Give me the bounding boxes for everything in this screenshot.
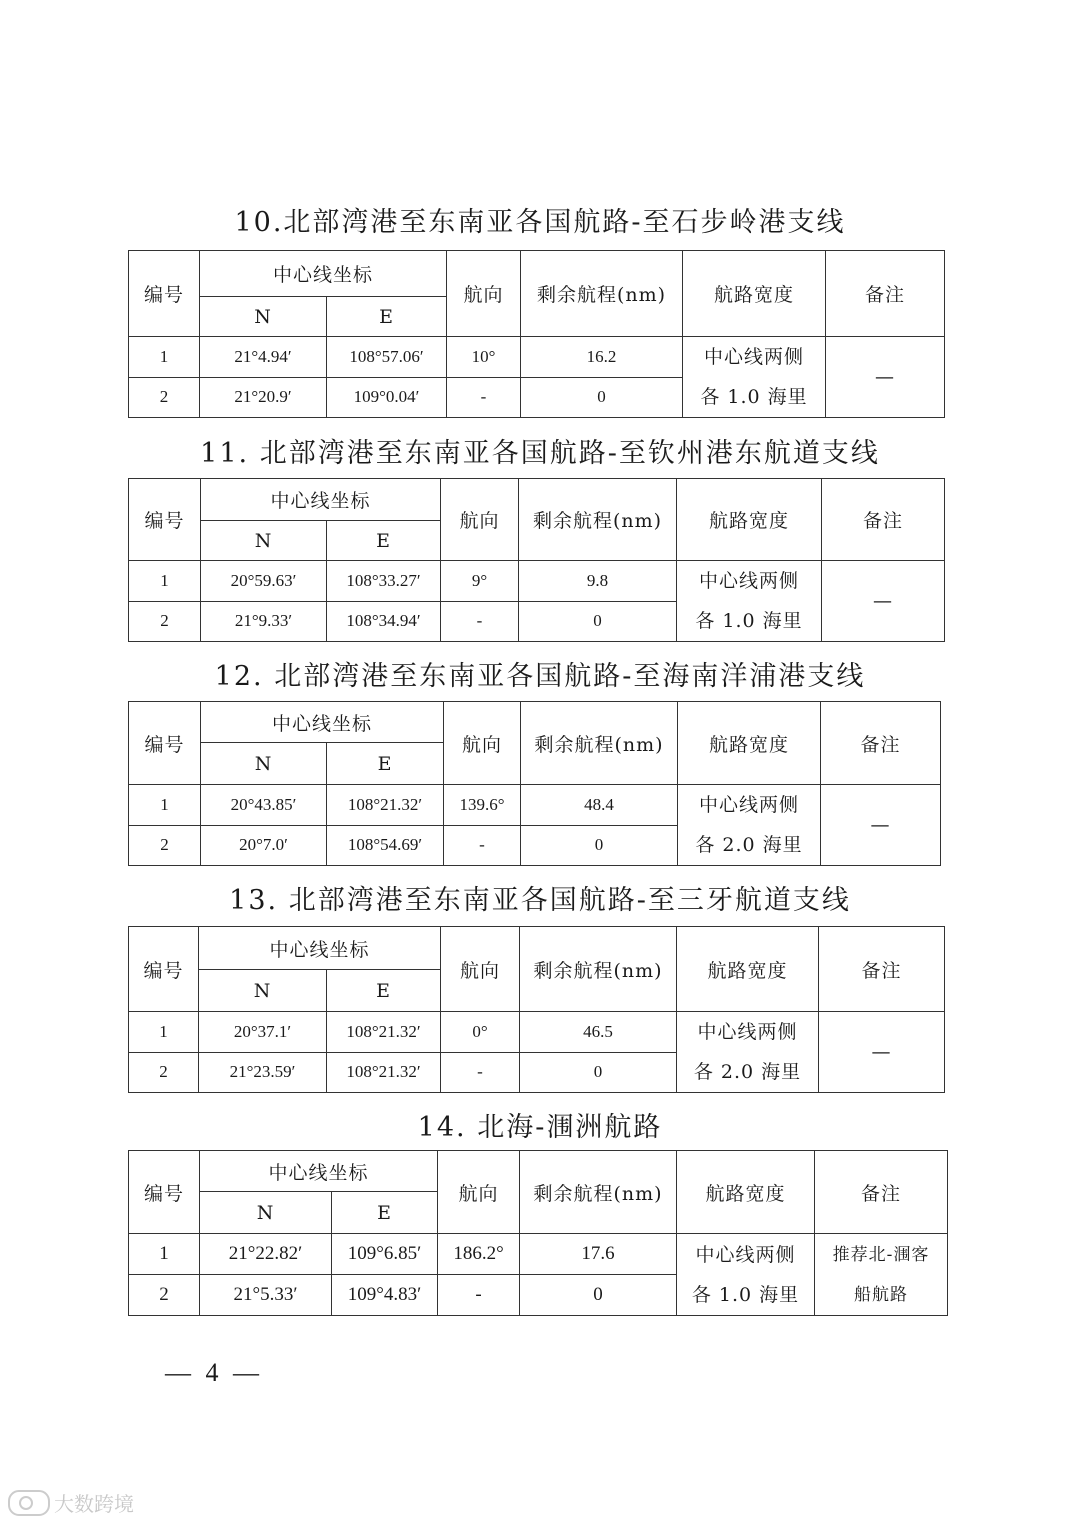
header-coords: 中心线坐标: [200, 251, 447, 297]
route-table-13: [128, 926, 945, 1093]
width-line-2: 各 1.0 海里: [695, 610, 803, 632]
route-table-10: [128, 250, 945, 418]
cell-distance: 48.4: [521, 785, 678, 826]
header-course: 航向: [447, 251, 521, 337]
header-e: E: [327, 521, 441, 561]
cell-lat: 21°4.94′: [200, 337, 327, 378]
header-index: 编号: [129, 702, 201, 785]
header-distance: 剩余航程(nm): [519, 479, 677, 561]
header-width: 航路宽度: [677, 927, 819, 1012]
section-title-10: 10.北部湾港至东南亚各国航路-至石步岭港支线: [234, 207, 846, 238]
header-n: N: [200, 297, 327, 337]
route-table-14: [128, 1150, 948, 1316]
width-line-1: 中心线两侧: [699, 794, 800, 816]
width-line-2: 各 2.0 海里: [693, 1061, 802, 1083]
header-index: 编号: [129, 1151, 200, 1234]
table-row: [129, 1234, 948, 1275]
route-table-12: [128, 701, 941, 866]
cell-index: 2: [129, 825, 201, 866]
cell-index: 2: [129, 1052, 199, 1093]
cell-remark: —: [819, 1012, 945, 1093]
width-line-2: 各 1.0 海里: [691, 1283, 800, 1306]
cell-width: [677, 1234, 815, 1316]
table-row: [129, 561, 945, 602]
cell-width: [677, 561, 822, 642]
cell-lon: 108°21.32′: [327, 1052, 441, 1093]
cell-index: 2: [129, 601, 201, 642]
width-line-1: 中心线两侧: [697, 1021, 798, 1043]
header-width: 航路宽度: [677, 479, 822, 561]
cell-index: 2: [129, 1275, 200, 1316]
cell-lon: 109°4.83′: [332, 1275, 438, 1316]
cell-lon: 108°33.27′: [327, 561, 441, 602]
header-n: N: [201, 743, 327, 785]
table-row: [129, 1012, 945, 1053]
cell-course: -: [438, 1275, 520, 1316]
header-n: N: [201, 521, 327, 561]
cell-remark: —: [821, 785, 941, 866]
section-title-11: 11. 北部湾港至东南亚各国航路-至钦州港东航道支线: [200, 438, 880, 469]
cell-course: 139.6°: [444, 785, 521, 826]
cell-course: 9°: [441, 561, 519, 602]
header-index: 编号: [129, 479, 201, 561]
cell-lat: 20°43.85′: [201, 785, 327, 826]
header-remark: 备注: [826, 251, 945, 337]
cell-lon: 108°54.69′: [327, 825, 444, 866]
header-course: 航向: [441, 927, 520, 1012]
cell-distance: 46.5: [520, 1012, 677, 1053]
cell-lon: 109°0.04′: [327, 377, 447, 418]
header-remark: 备注: [822, 479, 945, 561]
header-course: 航向: [438, 1151, 520, 1234]
cell-distance: 16.2: [521, 337, 683, 378]
cell-distance: 9.8: [519, 561, 677, 602]
header-index: 编号: [129, 251, 200, 337]
header-remark: 备注: [821, 702, 941, 785]
cell-lat: 21°5.33′: [200, 1275, 332, 1316]
cell-index: 1: [129, 1234, 200, 1275]
cell-lon: 108°34.94′: [327, 601, 441, 642]
header-e: E: [327, 970, 441, 1012]
page-number: — 4 —: [165, 1358, 263, 1387]
cell-lon: 109°6.85′: [332, 1234, 438, 1275]
header-n: N: [199, 970, 327, 1012]
cell-lon: 108°57.06′: [327, 337, 447, 378]
table-row: [129, 337, 945, 378]
cell-course: -: [441, 601, 519, 642]
header-distance: 剩余航程(nm): [520, 1151, 677, 1234]
cell-remark: —: [826, 337, 945, 418]
header-width: 航路宽度: [683, 251, 826, 337]
cell-lon: 108°21.32′: [327, 785, 444, 826]
section-title-14: 14. 北海-涠洲航路: [417, 1112, 663, 1143]
header-coords: 中心线坐标: [201, 702, 444, 743]
cell-distance: 0: [520, 1275, 677, 1316]
cell-distance: 0: [521, 825, 678, 866]
cell-remark: [815, 1234, 948, 1316]
cell-distance: 0: [519, 601, 677, 642]
cell-lat: 20°7.0′: [201, 825, 327, 866]
remark-line-2: 船航路: [854, 1284, 909, 1305]
cell-index: 1: [129, 785, 201, 826]
cell-lat: 21°23.59′: [199, 1052, 327, 1093]
cell-distance: 17.6: [520, 1234, 677, 1275]
watermark: [8, 1488, 134, 1517]
watermark-logo-icon: [8, 1490, 50, 1516]
cell-course: -: [444, 825, 521, 866]
cell-lon: 108°21.32′: [327, 1012, 441, 1053]
width-line-1: 中心线两侧: [695, 1243, 796, 1266]
width-line-2: 各 1.0 海里: [700, 386, 808, 408]
cell-course: 10°: [447, 337, 521, 378]
header-width: 航路宽度: [678, 702, 821, 785]
cell-lat: 20°59.63′: [201, 561, 327, 602]
cell-lat: 21°20.9′: [200, 377, 327, 418]
header-course: 航向: [441, 479, 519, 561]
cell-course: -: [441, 1052, 520, 1093]
cell-index: 1: [129, 337, 200, 378]
cell-width: [683, 337, 826, 418]
cell-index: 1: [129, 561, 201, 602]
header-e: E: [327, 297, 447, 337]
cell-course: 0°: [441, 1012, 520, 1053]
cell-index: 2: [129, 377, 200, 418]
width-line-2: 各 2.0 海里: [695, 834, 803, 856]
cell-index: 1: [129, 1012, 199, 1053]
remark-line-1: 推荐北-涠客: [832, 1244, 930, 1265]
header-distance: 剩余航程(nm): [520, 927, 677, 1012]
section-title-12: 12. 北部湾港至东南亚各国航路-至海南洋浦港支线: [214, 661, 866, 692]
width-line-1: 中心线两侧: [699, 570, 800, 592]
cell-course: -: [447, 377, 521, 418]
cell-lat: 20°37.1′: [199, 1012, 327, 1053]
header-remark: 备注: [815, 1151, 948, 1234]
cell-distance: 0: [520, 1052, 677, 1093]
width-line-1: 中心线两侧: [704, 346, 805, 368]
table-row: [129, 785, 941, 826]
section-title-13: 13. 北部湾港至东南亚各国航路-至三牙航道支线: [229, 885, 851, 916]
header-index: 编号: [129, 927, 199, 1012]
header-e: E: [332, 1192, 438, 1234]
header-coords: 中心线坐标: [199, 927, 441, 970]
cell-remark: —: [822, 561, 945, 642]
header-n: N: [200, 1192, 332, 1234]
cell-width: [677, 1012, 819, 1093]
header-course: 航向: [444, 702, 521, 785]
cell-lat: 21°22.82′: [200, 1234, 332, 1275]
header-distance: 剩余航程(nm): [521, 251, 683, 337]
cell-distance: 0: [521, 377, 683, 418]
cell-course: 186.2°: [438, 1234, 520, 1275]
header-remark: 备注: [819, 927, 945, 1012]
header-e: E: [327, 743, 444, 785]
watermark-text: 大数跨境: [54, 1492, 134, 1516]
header-width: 航路宽度: [677, 1151, 815, 1234]
route-table-11: [128, 478, 945, 642]
header-coords: 中心线坐标: [200, 1151, 438, 1192]
cell-width: [678, 785, 821, 866]
header-coords: 中心线坐标: [201, 479, 441, 521]
header-distance: 剩余航程(nm): [521, 702, 678, 785]
cell-lat: 21°9.33′: [201, 601, 327, 642]
